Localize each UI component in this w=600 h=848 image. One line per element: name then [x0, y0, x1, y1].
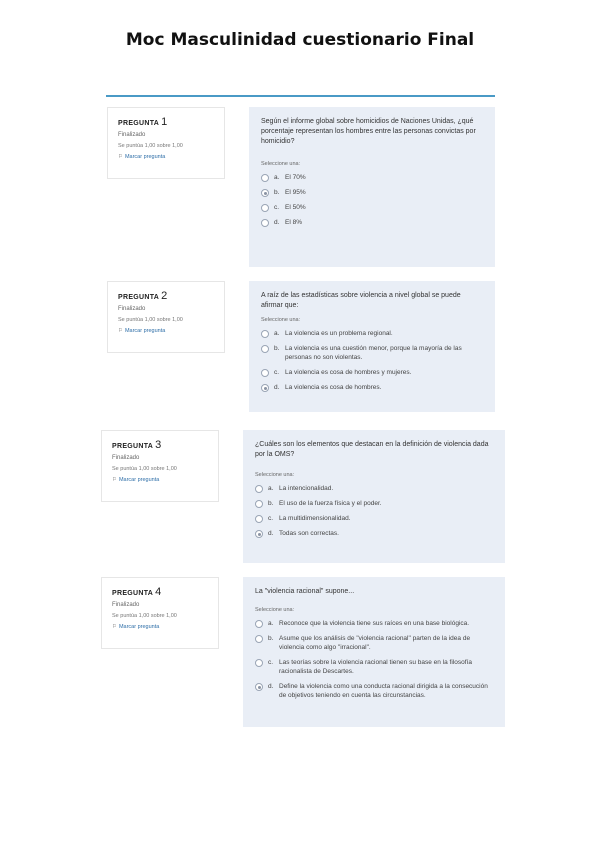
answer-option[interactable]: b. La violencia es una cuestión menor, porque la mayoría de las personas no son violentas. [261, 344, 483, 362]
question-info-4 [101, 577, 219, 649]
question-score: Se puntúa 1,00 sobre 1,00 [118, 143, 183, 149]
radio-button[interactable] [255, 530, 263, 538]
answer-option[interactable]: c. La multidimensionalidad. [255, 514, 493, 523]
answer-option[interactable]: a. El 70% [261, 173, 483, 182]
answer-option[interactable]: a. La violencia es un problema regional. [261, 329, 483, 338]
select-label: Seleccione una: [261, 161, 301, 167]
question-text: La "violencia racional" supone... [255, 588, 355, 595]
flag-icon: ⚐ [118, 154, 123, 160]
question-label: PREGUNTA 2 [118, 290, 168, 302]
question-score: Se puntúa 1,00 sobre 1,00 [118, 317, 183, 323]
question-score: Se puntúa 1,00 sobre 1,00 [112, 466, 177, 472]
answer-option[interactable]: c. La violencia es cosa de hombres y mujeres. [261, 368, 483, 377]
question-label: PREGUNTA 4 [112, 586, 162, 598]
answer-option[interactable]: d. Define la violencia como una conducta racional dirigida a la consecución de objetivos teniendo en cuenta las circunstancias. [255, 682, 493, 700]
radio-button[interactable] [255, 620, 263, 628]
radio-button[interactable] [255, 500, 263, 508]
question-box-3 [243, 430, 505, 563]
radio-button[interactable] [255, 515, 263, 523]
answer-option[interactable]: d. Todas son correctas. [255, 529, 493, 538]
answer-option[interactable]: d. El 8% [261, 218, 483, 227]
question-info-2 [107, 281, 225, 353]
radio-button[interactable] [255, 485, 263, 493]
answer-option[interactable]: b. El 95% [261, 188, 483, 197]
radio-button[interactable] [261, 204, 269, 212]
flag-icon: ⚐ [112, 624, 117, 630]
flag-question-link[interactable]: ⚐ Marcar pregunta [112, 477, 160, 483]
question-state: Finalizado [112, 602, 140, 608]
radio-button[interactable] [261, 369, 269, 377]
question-score: Se puntúa 1,00 sobre 1,00 [112, 613, 177, 619]
select-label: Seleccione una: [261, 317, 301, 323]
question-state: Finalizado [118, 306, 146, 312]
select-label: Seleccione una: [255, 472, 295, 478]
question-box-4 [243, 577, 505, 727]
radio-button[interactable] [261, 345, 269, 353]
radio-button[interactable] [261, 384, 269, 392]
flag-question-link[interactable]: ⚐ Marcar pregunta [118, 154, 166, 160]
answer-option[interactable]: b. Asume que los análisis de "violencia racional" parten de la idea de violencia como algo "irracional". [255, 634, 493, 652]
question-label: PREGUNTA 3 [112, 439, 162, 451]
question-box-1 [249, 107, 495, 267]
answer-option[interactable]: a. La intencionalidad. [255, 484, 493, 493]
answer-option[interactable]: a. Reconoce que la violencia tiene sus raíces en una base biológica. [255, 619, 493, 628]
page-title: Moc Masculinidad cuestionario Final [125, 30, 475, 50]
question-text: ¿Cuáles son los elementos que destacan en la definición de violencia dada por la OMS? [255, 441, 489, 458]
flag-icon: ⚐ [118, 328, 123, 334]
question-state: Finalizado [118, 132, 146, 138]
radio-button[interactable] [255, 683, 263, 691]
answer-option[interactable]: c. El 50% [261, 203, 483, 212]
top-divider [106, 95, 495, 97]
radio-button[interactable] [261, 330, 269, 338]
radio-button[interactable] [261, 219, 269, 227]
radio-button[interactable] [261, 174, 269, 182]
question-label: PREGUNTA 1 [118, 116, 168, 128]
answer-option[interactable]: c. Las teorías sobre la violencia racional tienen su base en la filosofía racionalista de Descartes. [255, 658, 493, 676]
question-state: Finalizado [112, 455, 140, 461]
radio-button[interactable] [255, 635, 263, 643]
question-text: Según el informe global sobre homicidios de Naciones Unidas, ¿qué porcentaje representan los hombres entre las personas convictas por homicidio? [261, 118, 476, 145]
question-info-3 [101, 430, 219, 502]
flag-question-link[interactable]: ⚐ Marcar pregunta [112, 624, 160, 630]
question-text: A raíz de las estadísticas sobre violencia a nivel global se puede afirmar que: [261, 292, 461, 309]
answer-option[interactable]: b. El uso de la fuerza física y el poder. [255, 499, 493, 508]
answer-option[interactable]: d. La violencia es cosa de hombres. [261, 383, 483, 392]
radio-button[interactable] [255, 659, 263, 667]
flag-icon: ⚐ [112, 477, 117, 483]
flag-question-link[interactable]: ⚐ Marcar pregunta [118, 328, 166, 334]
select-label: Seleccione una: [255, 607, 295, 613]
radio-button[interactable] [261, 189, 269, 197]
question-box-2 [249, 281, 495, 412]
question-info-1 [107, 107, 225, 179]
